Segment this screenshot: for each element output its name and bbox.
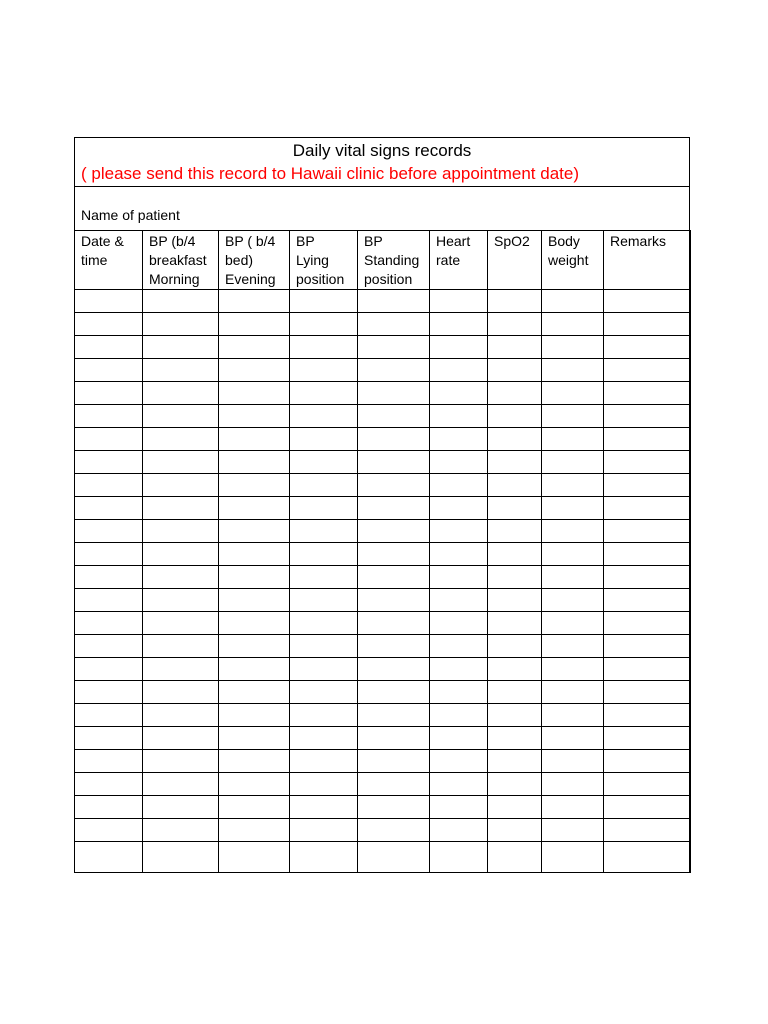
table-cell (488, 704, 542, 727)
table-cell (143, 796, 219, 819)
table-cell (430, 842, 488, 873)
table-cell (430, 313, 488, 336)
table-cell (542, 520, 604, 543)
table-cell (358, 474, 430, 497)
table-cell (542, 635, 604, 658)
table-cell (542, 474, 604, 497)
table-row (75, 750, 691, 773)
table-cell (430, 566, 488, 589)
table-cell (430, 336, 488, 359)
table-row (75, 359, 691, 382)
table-row (75, 658, 691, 681)
table-cell (290, 796, 358, 819)
table-cell (143, 290, 219, 313)
table-cell (290, 313, 358, 336)
table-cell (143, 750, 219, 773)
table-cell (604, 359, 691, 382)
table-cell (358, 612, 430, 635)
table-cell (290, 589, 358, 612)
table-cell (488, 612, 542, 635)
table-cell (358, 819, 430, 842)
table-cell (358, 704, 430, 727)
table-cell (542, 612, 604, 635)
table-cell (143, 428, 219, 451)
table-cell (430, 681, 488, 704)
table-cell (542, 727, 604, 750)
table-cell (219, 635, 290, 658)
table-cell (143, 313, 219, 336)
table-cell (219, 612, 290, 635)
table-cell (358, 727, 430, 750)
column-header-line: Lying (296, 252, 329, 268)
form-title: Daily vital signs records (292, 141, 472, 160)
table-row (75, 681, 691, 704)
table-cell (143, 405, 219, 428)
table-cell (488, 336, 542, 359)
column-header-line: SpO2 (494, 233, 530, 249)
table-cell (75, 681, 143, 704)
table-cell (604, 750, 691, 773)
table-cell (542, 681, 604, 704)
table-cell (219, 566, 290, 589)
table-cell (604, 543, 691, 566)
table-cell (430, 428, 488, 451)
table-cell (430, 819, 488, 842)
table-row (75, 589, 691, 612)
vital-signs-table (74, 230, 691, 873)
table-cell (219, 497, 290, 520)
table-cell (290, 451, 358, 474)
column-header-line: Morning (149, 271, 200, 287)
table-cell (358, 773, 430, 796)
table-cell (219, 290, 290, 313)
table-cell (430, 382, 488, 405)
table-cell (488, 543, 542, 566)
table-cell (604, 704, 691, 727)
table-cell (143, 727, 219, 750)
table-cell (143, 612, 219, 635)
table-cell (75, 658, 143, 681)
table-cell (358, 359, 430, 382)
table-cell (542, 313, 604, 336)
column-header (143, 231, 219, 290)
table-cell (143, 566, 219, 589)
table-cell (75, 405, 143, 428)
column-header (358, 231, 430, 290)
table-cell (488, 290, 542, 313)
table-cell (290, 681, 358, 704)
column-header (430, 231, 488, 290)
patient-name-label: Name of patient (81, 207, 180, 223)
table-cell (219, 704, 290, 727)
table-cell (542, 451, 604, 474)
table-cell (358, 313, 430, 336)
column-header-line: position (364, 271, 413, 287)
table-cell (488, 796, 542, 819)
table-row (75, 313, 691, 336)
table-cell (358, 796, 430, 819)
table-cell (143, 543, 219, 566)
table-cell (542, 658, 604, 681)
column-header-line: Standing (364, 252, 420, 268)
table-cell (604, 336, 691, 359)
table-cell (358, 635, 430, 658)
table-cell (430, 727, 488, 750)
table-cell (542, 543, 604, 566)
table-cell (75, 290, 143, 313)
table-cell (358, 589, 430, 612)
table-cell (143, 681, 219, 704)
column-header (219, 231, 290, 290)
table-row (75, 727, 691, 750)
table-cell (75, 773, 143, 796)
table-cell (75, 543, 143, 566)
table-cell (75, 497, 143, 520)
table-cell (488, 313, 542, 336)
column-header-line: position (296, 271, 345, 287)
column-header-line: rate (436, 252, 461, 268)
table-row (75, 819, 691, 842)
column-header-line: breakfast (149, 252, 207, 268)
table-cell (542, 589, 604, 612)
table-cell (430, 359, 488, 382)
table-cell (542, 773, 604, 796)
table-cell (542, 290, 604, 313)
table-cell (290, 336, 358, 359)
column-header (75, 231, 143, 290)
table-cell (358, 428, 430, 451)
table-cell (75, 566, 143, 589)
table-cell (604, 635, 691, 658)
table-cell (604, 520, 691, 543)
table-cell (604, 589, 691, 612)
table-cell (219, 359, 290, 382)
table-cell (143, 773, 219, 796)
table-cell (604, 819, 691, 842)
table-cell (75, 451, 143, 474)
table-cell (290, 566, 358, 589)
table-cell (358, 497, 430, 520)
table-cell (75, 336, 143, 359)
table-cell (290, 382, 358, 405)
table-cell (290, 658, 358, 681)
table-cell (143, 819, 219, 842)
table-cell (75, 750, 143, 773)
table-cell (358, 543, 430, 566)
table-cell (219, 405, 290, 428)
table-row (75, 451, 691, 474)
table-cell (430, 290, 488, 313)
patient-name-row (75, 187, 689, 230)
column-header-line: Heart (436, 233, 471, 249)
table-cell (75, 727, 143, 750)
table-cell (542, 497, 604, 520)
table-cell (358, 290, 430, 313)
table-cell (604, 773, 691, 796)
table-cell (75, 635, 143, 658)
table-cell (290, 727, 358, 750)
table-cell (430, 520, 488, 543)
table-row (75, 520, 691, 543)
table-cell (290, 428, 358, 451)
table-cell (290, 704, 358, 727)
table-cell (143, 704, 219, 727)
column-header (604, 231, 691, 290)
table-cell (604, 612, 691, 635)
table-cell (290, 612, 358, 635)
table-cell (542, 359, 604, 382)
table-cell (290, 405, 358, 428)
table-cell (604, 497, 691, 520)
table-cell (542, 842, 604, 873)
table-cell (358, 658, 430, 681)
table-cell (542, 819, 604, 842)
table-cell (143, 842, 219, 873)
table-cell (219, 842, 290, 873)
table-cell (542, 382, 604, 405)
form-header (75, 138, 689, 187)
table-cell (358, 451, 430, 474)
table-cell (75, 612, 143, 635)
table-cell (430, 704, 488, 727)
table-cell (488, 750, 542, 773)
table-cell (488, 382, 542, 405)
table-cell (430, 796, 488, 819)
table-cell (358, 336, 430, 359)
table-cell (75, 520, 143, 543)
table-cell (219, 750, 290, 773)
table-cell (488, 819, 542, 842)
table-cell (488, 359, 542, 382)
table-cell (75, 474, 143, 497)
table-cell (604, 451, 691, 474)
table-cell (219, 313, 290, 336)
table-cell (75, 589, 143, 612)
column-header-line: Remarks (610, 233, 667, 249)
table-cell (488, 566, 542, 589)
table-cell (542, 566, 604, 589)
table-cell (604, 681, 691, 704)
table-row (75, 497, 691, 520)
table-cell (430, 658, 488, 681)
table-cell (75, 382, 143, 405)
table-cell (75, 819, 143, 842)
table-row (75, 773, 691, 796)
form-instruction: ( please send this record to Hawaii clinic before appointment date) (81, 164, 579, 183)
table-cell (143, 589, 219, 612)
table-cell (219, 773, 290, 796)
table-cell (290, 497, 358, 520)
table-cell (488, 681, 542, 704)
vital-signs-form (74, 137, 690, 873)
table-cell (358, 520, 430, 543)
table-cell (488, 451, 542, 474)
table-row (75, 612, 691, 635)
table-cell (290, 543, 358, 566)
table-cell (604, 405, 691, 428)
table-cell (143, 497, 219, 520)
table-cell (542, 405, 604, 428)
column-header-line: time (81, 252, 108, 268)
table-cell (358, 382, 430, 405)
table-cell (488, 727, 542, 750)
column-header-line: Evening (225, 271, 276, 287)
table-cell (290, 842, 358, 873)
table-cell (358, 566, 430, 589)
table-cell (290, 359, 358, 382)
table-cell (219, 520, 290, 543)
table-cell (219, 658, 290, 681)
table-cell (75, 704, 143, 727)
table-cell (290, 819, 358, 842)
table-row (75, 635, 691, 658)
column-header-line: BP (b/4 (149, 233, 196, 249)
table-row (75, 405, 691, 428)
table-cell (219, 451, 290, 474)
table-cell (430, 750, 488, 773)
table-cell (219, 336, 290, 359)
table-row (75, 428, 691, 451)
table-cell (430, 635, 488, 658)
table-cell (219, 474, 290, 497)
table-cell (143, 451, 219, 474)
table-cell (143, 474, 219, 497)
table-cell (604, 658, 691, 681)
table-row (75, 290, 691, 313)
table-cell (358, 750, 430, 773)
column-header-line: Body (548, 233, 580, 249)
table-cell (604, 290, 691, 313)
table-cell (604, 474, 691, 497)
table-row (75, 382, 691, 405)
table-cell (488, 520, 542, 543)
column-header-line: BP ( b/4 (225, 233, 276, 249)
table-cell (488, 773, 542, 796)
column-header (542, 231, 604, 290)
column-header-line: Date & (81, 233, 124, 249)
column-header-line: BP (296, 233, 315, 249)
table-row (75, 842, 691, 873)
table-cell (75, 796, 143, 819)
table-cell (604, 727, 691, 750)
table-header-row (75, 231, 691, 290)
table-cell (143, 359, 219, 382)
column-header (488, 231, 542, 290)
table-cell (219, 589, 290, 612)
table-row (75, 474, 691, 497)
table-cell (358, 842, 430, 873)
table-cell (290, 290, 358, 313)
table-cell (488, 842, 542, 873)
table-cell (488, 474, 542, 497)
table-cell (219, 681, 290, 704)
table-cell (430, 497, 488, 520)
table-cell (358, 681, 430, 704)
table-cell (75, 428, 143, 451)
table-cell (143, 336, 219, 359)
table-cell (488, 428, 542, 451)
table-cell (542, 428, 604, 451)
table-row (75, 336, 691, 359)
table-cell (219, 727, 290, 750)
table-cell (219, 382, 290, 405)
table-cell (143, 382, 219, 405)
table-cell (430, 543, 488, 566)
table-cell (488, 589, 542, 612)
table-cell (604, 796, 691, 819)
table-cell (488, 405, 542, 428)
column-header-line: bed) (225, 252, 254, 268)
table-cell (604, 313, 691, 336)
table-cell (290, 750, 358, 773)
table-cell (219, 819, 290, 842)
table-cell (488, 658, 542, 681)
table-cell (75, 359, 143, 382)
column-header (290, 231, 358, 290)
table-cell (143, 635, 219, 658)
table-cell (290, 635, 358, 658)
table-cell (430, 612, 488, 635)
table-cell (488, 497, 542, 520)
table-cell (542, 704, 604, 727)
table-cell (488, 635, 542, 658)
table-cell (604, 428, 691, 451)
table-cell (430, 589, 488, 612)
table-cell (542, 336, 604, 359)
column-header-line: BP (364, 233, 383, 249)
table-row (75, 704, 691, 727)
table-cell (430, 773, 488, 796)
table-cell (290, 773, 358, 796)
table-cell (542, 750, 604, 773)
table-cell (75, 313, 143, 336)
table-cell (143, 520, 219, 543)
table-body (75, 290, 691, 873)
table-cell (219, 428, 290, 451)
table-cell (290, 474, 358, 497)
table-cell (542, 796, 604, 819)
table-cell (604, 842, 691, 873)
table-cell (604, 566, 691, 589)
table-cell (604, 382, 691, 405)
table-cell (219, 543, 290, 566)
table-cell (430, 474, 488, 497)
table-row (75, 796, 691, 819)
table-row (75, 566, 691, 589)
table-cell (143, 658, 219, 681)
table-cell (75, 842, 143, 873)
table-cell (290, 520, 358, 543)
table-row (75, 543, 691, 566)
table-cell (358, 405, 430, 428)
table-cell (430, 451, 488, 474)
column-header-line: weight (548, 252, 589, 268)
table-cell (430, 405, 488, 428)
table-cell (219, 796, 290, 819)
